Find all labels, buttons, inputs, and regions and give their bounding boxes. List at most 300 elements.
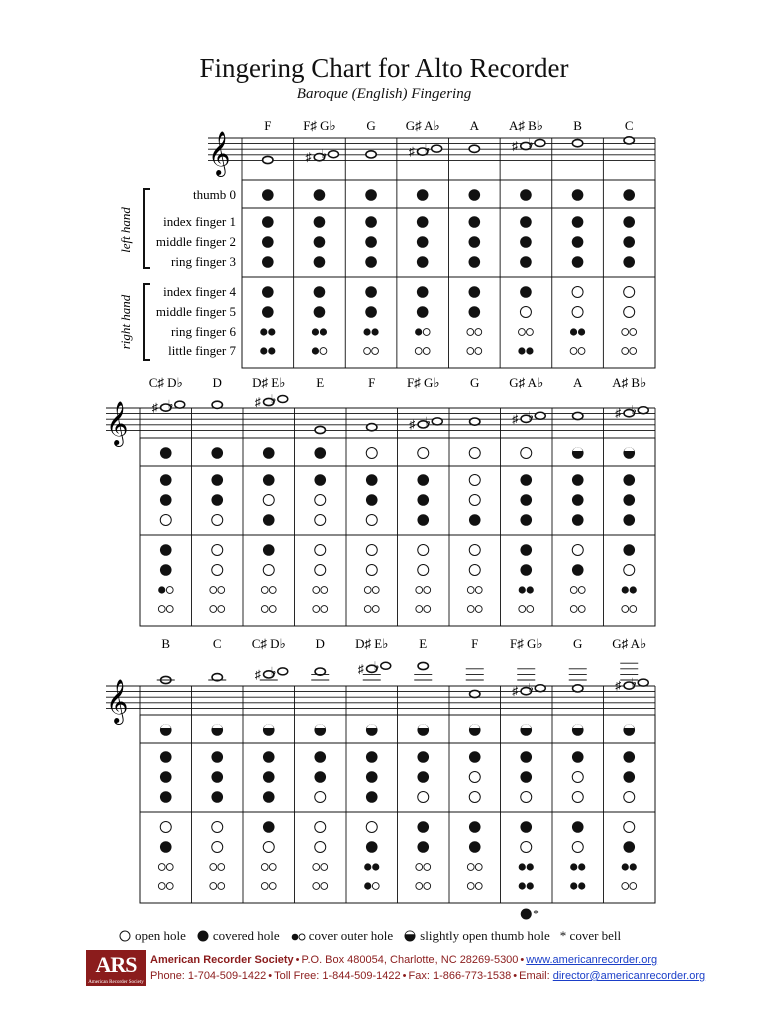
accidental-flat: ♭	[373, 658, 380, 673]
hole-4	[572, 821, 584, 833]
double-hole-left	[467, 587, 474, 594]
footer-tollfree: Toll Free: 1-844-509-1422	[274, 970, 401, 982]
hole-7	[415, 348, 430, 355]
hole-5	[315, 842, 326, 853]
covered-hole	[365, 306, 377, 318]
footer-fax: Fax: 1-866-773-1538	[408, 970, 512, 982]
hole-4	[366, 822, 377, 833]
hole-2	[572, 236, 584, 248]
open-hole	[212, 565, 223, 576]
hole-2	[520, 494, 532, 506]
note-name: E	[316, 375, 325, 390]
double-hole-left	[313, 606, 320, 613]
hole-7	[261, 606, 276, 613]
hole-6	[622, 863, 637, 870]
hole-0	[469, 189, 481, 201]
double-hole-right	[372, 863, 379, 870]
open-hole	[263, 842, 274, 853]
covered-hole	[417, 306, 429, 318]
covered-hole	[520, 236, 532, 248]
hole-4	[572, 545, 583, 556]
covered-hole	[572, 216, 584, 228]
double-hole-left	[210, 587, 217, 594]
double-hole-right	[475, 348, 482, 355]
open-hole	[572, 772, 583, 783]
accidental-sharp: ♯	[151, 400, 158, 415]
covered-hole	[314, 447, 326, 459]
covered-hole	[417, 494, 429, 506]
double-hole-right	[630, 348, 637, 355]
note-oval	[366, 151, 376, 158]
covered-hole	[160, 474, 172, 486]
treble-clef-icon: 𝄞	[106, 403, 129, 445]
legend-covered-label: covered hole	[212, 928, 280, 943]
double-hole-left	[622, 348, 629, 355]
hole-2	[520, 236, 532, 248]
covered-hole	[314, 751, 326, 763]
legend-outer	[290, 928, 393, 944]
hole-0	[469, 724, 481, 736]
open-hole	[624, 565, 635, 576]
hole-3	[624, 792, 635, 803]
covered-hole	[572, 751, 584, 763]
hole-3	[212, 515, 223, 526]
double-hole-right	[527, 606, 534, 613]
hole-3	[572, 792, 583, 803]
hole-5	[624, 307, 635, 318]
double-hole-right	[630, 883, 637, 890]
note-head	[418, 662, 428, 669]
covered-hole	[623, 751, 635, 763]
double-hole-right	[218, 883, 225, 890]
thumb-gap	[573, 447, 583, 451]
note-name: D	[315, 636, 325, 651]
double-hole-left	[467, 348, 474, 355]
note-name: C♯ D♭	[148, 375, 183, 390]
hole-3	[263, 514, 275, 526]
note-head	[255, 664, 288, 681]
covered-hole	[623, 216, 635, 228]
hole-0	[572, 724, 584, 736]
email-link[interactable]: director@americanrecorder.org	[552, 970, 706, 982]
note-oval-enharmonic	[638, 407, 648, 414]
note-head	[367, 424, 377, 431]
covered-hole	[211, 474, 223, 486]
covered-hole	[469, 189, 481, 201]
thumb-gap	[367, 724, 377, 728]
double-hole-right	[526, 347, 533, 354]
note-head	[255, 392, 288, 409]
hole-1	[314, 751, 326, 763]
open-hole	[521, 842, 532, 853]
hole-0	[365, 189, 377, 201]
hole-1	[211, 474, 223, 486]
note-head	[470, 690, 480, 697]
double-hole-right	[166, 883, 173, 890]
note-name: G	[573, 636, 583, 651]
covered-hole	[314, 286, 326, 298]
covered-hole	[417, 841, 429, 853]
double-hole-left	[622, 883, 629, 890]
covered-hole	[572, 514, 584, 526]
hole-5	[623, 841, 635, 853]
covered-hole	[520, 514, 532, 526]
double-hole-right	[578, 606, 585, 613]
double-hole-right	[527, 586, 534, 593]
note-name: A♯ B♭	[508, 118, 543, 133]
hole-5	[520, 307, 531, 318]
double-hole-left	[210, 864, 217, 871]
double-hole-right	[166, 864, 173, 871]
note-name: D	[212, 375, 222, 390]
hole-2	[623, 494, 635, 506]
double-hole-left	[261, 606, 268, 613]
hole-2	[315, 495, 326, 506]
note-oval-enharmonic	[278, 668, 288, 675]
double-hole-right	[424, 883, 431, 890]
double-hole-left	[416, 864, 423, 871]
hole-1	[263, 474, 275, 486]
double-hole-left	[467, 606, 474, 613]
open-hole	[160, 515, 171, 526]
accidental-sharp: ♯	[408, 144, 415, 159]
bell-cover-icon	[521, 909, 532, 920]
hole-5	[469, 306, 481, 318]
covered-hole	[263, 821, 275, 833]
hole-2	[314, 771, 326, 783]
covered-hole	[262, 189, 274, 201]
double-hole-left	[416, 606, 423, 613]
covered-hole	[469, 216, 481, 228]
covered-hole	[366, 474, 378, 486]
double-hole-left	[518, 347, 525, 354]
ars-logo	[86, 950, 146, 986]
covered-hole	[469, 751, 481, 763]
covered-hole	[520, 751, 532, 763]
hole-6	[260, 328, 275, 335]
note-oval	[418, 662, 428, 669]
hole-4	[315, 545, 326, 556]
note-oval	[572, 140, 582, 147]
double-hole-right	[166, 606, 173, 613]
hole-2	[366, 771, 378, 783]
note-head	[409, 142, 442, 159]
hole-3	[365, 256, 377, 268]
legend	[118, 928, 625, 944]
double-hole-left	[467, 864, 474, 871]
covered-hole	[160, 494, 172, 506]
note-name: G	[470, 375, 480, 390]
hole-0	[160, 724, 172, 736]
double-hole-left	[312, 347, 319, 354]
hole-0	[520, 724, 532, 736]
note-oval-enharmonic	[432, 418, 442, 425]
hole-4	[366, 545, 377, 556]
legend-covered	[196, 928, 280, 944]
double-hole-right	[475, 883, 482, 890]
covered-hole	[314, 216, 326, 228]
open-hole	[418, 545, 429, 556]
hole-2	[366, 494, 378, 506]
thumb-gap	[161, 724, 171, 728]
note-name: F	[264, 118, 272, 133]
note-name: D♯ E♭	[252, 375, 286, 390]
page-title: Fingering Chart for Alto Recorder	[199, 53, 569, 83]
footer-contact-line: Phone: 1-704-509-1422 • Toll Free: 1-844-509-1422 • Fax: 1-866-773-1538 • Email: director@americanrecorder.org	[150, 970, 706, 982]
hole-5	[314, 306, 326, 318]
covered-hole	[623, 841, 635, 853]
covered-hole	[211, 494, 223, 506]
hole-6	[313, 864, 328, 871]
double-hole-left	[364, 882, 371, 889]
hole-7	[519, 606, 534, 613]
hole-1	[572, 751, 584, 763]
hole-3	[366, 515, 377, 526]
note-name: G♯ A♭	[509, 375, 544, 390]
footer-phone: Phone: 1-704-509-1422	[150, 970, 267, 982]
double-hole-right	[320, 328, 327, 335]
hole-3	[263, 791, 275, 803]
note-head	[366, 151, 376, 158]
double-hole-right	[475, 587, 482, 594]
double-hole-right	[218, 587, 225, 594]
open-hole	[469, 495, 480, 506]
note-head	[573, 685, 583, 692]
hole-3	[314, 256, 326, 268]
finger-label-6: ring finger 6	[171, 324, 236, 339]
double-hole-right	[630, 586, 637, 593]
note-oval	[470, 690, 480, 697]
hole-2	[417, 236, 429, 248]
hole-6	[158, 864, 173, 871]
note-head	[572, 140, 582, 147]
double-hole-left	[158, 883, 165, 890]
open-hole	[624, 822, 635, 833]
double-hole-left	[210, 883, 217, 890]
hole-5	[624, 565, 635, 576]
covered-hole	[314, 306, 326, 318]
note-head	[409, 414, 442, 431]
hole-3	[469, 792, 480, 803]
covered-hole	[211, 771, 223, 783]
open-hole	[212, 842, 223, 853]
covered-hole	[520, 286, 532, 298]
hole-3	[366, 791, 378, 803]
hole-0	[623, 724, 635, 736]
accidental-sharp: ♯	[409, 417, 416, 432]
double-hole-right	[218, 606, 225, 613]
hole-4	[469, 821, 481, 833]
covered-hole	[366, 751, 378, 763]
double-hole-left	[622, 606, 629, 613]
double-hole-right	[527, 882, 534, 889]
left-hand-bracket	[144, 189, 150, 268]
hole-6	[261, 864, 276, 871]
covered-hole	[366, 841, 378, 853]
hole-4	[160, 544, 172, 556]
hole-4	[520, 286, 532, 298]
covered-hole	[623, 771, 635, 783]
hole-7	[364, 348, 379, 355]
note-head	[512, 136, 545, 153]
note-oval	[367, 424, 377, 431]
open-hole	[521, 448, 532, 459]
open-hole	[572, 792, 583, 803]
hole-5	[366, 565, 377, 576]
note-head	[152, 398, 185, 415]
hole-7	[467, 606, 482, 613]
open-hole	[521, 792, 532, 803]
hole-3	[469, 256, 481, 268]
open-hole	[315, 842, 326, 853]
hole-6	[519, 329, 534, 336]
covered-hole	[366, 791, 378, 803]
covered-hole	[417, 771, 429, 783]
hole-0	[521, 448, 532, 459]
legend-thumb	[403, 928, 550, 944]
note-head	[615, 676, 648, 693]
website-link[interactable]: www.americanrecorder.org	[526, 954, 658, 966]
hole-6	[467, 587, 482, 594]
double-hole-left	[467, 883, 474, 890]
accidental-sharp: ♯	[615, 406, 622, 421]
covered-hole	[314, 189, 326, 201]
note-oval	[470, 418, 480, 425]
covered-hole	[572, 474, 584, 486]
hole-2	[211, 771, 223, 783]
open-hole	[212, 515, 223, 526]
open-hole	[418, 448, 429, 459]
open-hole	[263, 565, 274, 576]
hole-4	[418, 545, 429, 556]
accidental-flat: ♭	[631, 675, 637, 690]
covered-hole	[520, 771, 532, 783]
hole-1	[263, 751, 275, 763]
hole-6	[312, 328, 327, 335]
open-hole	[212, 822, 223, 833]
double-hole-right	[166, 587, 173, 594]
hole-1	[314, 216, 326, 228]
hole-3	[418, 792, 429, 803]
hole-7	[622, 348, 637, 355]
covered-hole	[211, 447, 223, 459]
covered-hole	[623, 474, 635, 486]
double-hole-right	[424, 864, 431, 871]
note-name: A	[573, 375, 583, 390]
note-name: C	[212, 636, 222, 651]
covered-hole	[365, 286, 377, 298]
covered-hole	[263, 474, 275, 486]
hole-1	[417, 474, 429, 486]
accidental-flat: ♭	[528, 408, 534, 423]
hole-1	[469, 751, 481, 763]
finger-label-7: little finger 7	[168, 343, 236, 358]
hole-3	[160, 515, 171, 526]
open-hole	[572, 287, 583, 298]
hole-1	[366, 751, 378, 763]
note-head	[263, 156, 273, 163]
covered-hole	[572, 189, 584, 201]
double-hole-right	[268, 328, 275, 335]
hole-2	[572, 772, 583, 783]
open-hole	[315, 545, 326, 556]
double-hole-right	[218, 864, 225, 871]
covered-hole	[417, 751, 429, 763]
double-hole-right	[475, 606, 482, 613]
hole-6	[622, 586, 637, 593]
accidental-sharp: ♯	[357, 661, 364, 676]
double-hole-left	[570, 348, 577, 355]
note-oval-enharmonic	[638, 679, 648, 686]
note-head	[615, 403, 648, 420]
finger-label-1: index finger 1	[163, 214, 236, 229]
double-hole-left	[519, 606, 526, 613]
hole-3	[623, 514, 635, 526]
footer-address-line: American Recorder Society • P.O. Box 480054, Charlotte, NC 28269-5300 • www.americanrecorder.org	[150, 954, 658, 966]
double-hole-right	[475, 864, 482, 871]
note-name: G♯ A♭	[405, 118, 440, 133]
open-hole	[469, 448, 480, 459]
double-hole-right	[424, 606, 431, 613]
page-subtitle: Baroque (English) Fingering	[296, 86, 472, 102]
hole-7	[467, 348, 482, 355]
hole-5	[263, 842, 274, 853]
double-hole-right	[321, 864, 328, 871]
double-hole-right	[372, 606, 379, 613]
hole-7	[570, 606, 585, 613]
double-hole-left	[313, 864, 320, 871]
hole-4	[624, 287, 635, 298]
hole-7	[210, 883, 225, 890]
hole-6	[313, 587, 328, 594]
double-hole-right	[527, 863, 534, 870]
hole-3	[160, 791, 172, 803]
hole-3	[520, 256, 532, 268]
hole-5	[262, 306, 274, 318]
hole-0	[314, 447, 326, 459]
double-hole-right	[527, 329, 534, 336]
double-hole-right	[578, 348, 585, 355]
hole-6	[467, 329, 482, 336]
hole-7	[570, 882, 585, 889]
hole-7	[622, 606, 637, 613]
open-hole	[315, 792, 326, 803]
note-name: B	[573, 118, 582, 133]
note-oval-enharmonic	[278, 396, 288, 403]
covered-hole	[160, 751, 172, 763]
hole-4	[212, 545, 223, 556]
hole-5	[418, 565, 429, 576]
hole-3	[469, 514, 481, 526]
covered-hole	[314, 236, 326, 248]
hole-7	[364, 606, 379, 613]
covered-hole	[520, 256, 532, 268]
open-hole	[315, 822, 326, 833]
open-hole	[572, 307, 583, 318]
note-head	[469, 145, 479, 152]
thumb-gap	[521, 724, 531, 728]
covered-hole	[365, 256, 377, 268]
footer-org: American Recorder Society	[150, 954, 294, 966]
double-hole-right	[630, 863, 637, 870]
hole-2	[417, 494, 429, 506]
double-hole-left	[570, 606, 577, 613]
double-hole-left	[622, 586, 629, 593]
hole-5	[212, 565, 223, 576]
covered-hole	[417, 216, 429, 228]
hole-6	[622, 329, 637, 336]
note-head	[358, 659, 391, 676]
